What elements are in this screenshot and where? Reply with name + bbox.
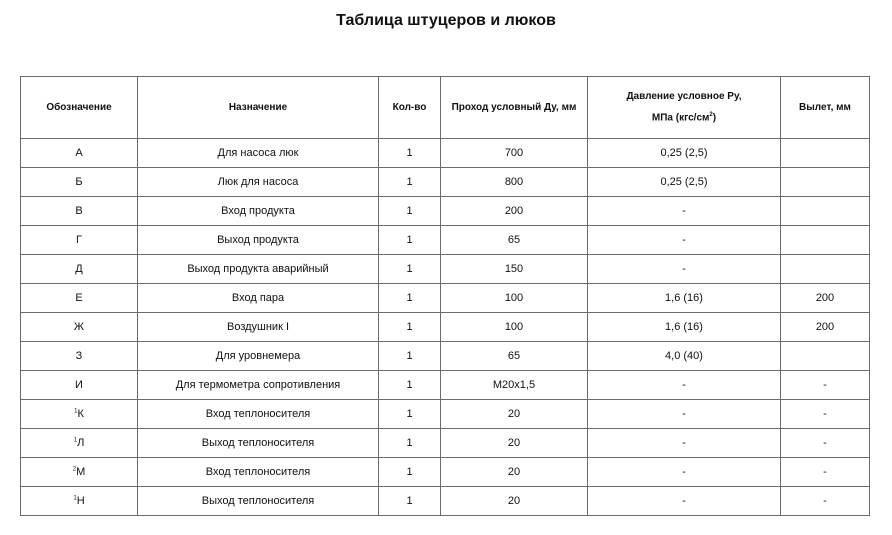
cell-dn: 700 [441, 139, 588, 168]
designation-letter: И [75, 379, 83, 391]
cell-designation [21, 284, 138, 313]
cell-purpose: Для уровнемера [138, 342, 379, 371]
page-title: Таблица штуцеров и люков [336, 12, 556, 29]
cell-qty: 1 [379, 197, 441, 226]
nozzle-table [20, 76, 870, 516]
table-row [21, 429, 870, 458]
designation-letter: В [75, 205, 83, 217]
cell-designation [21, 313, 138, 342]
cell-dn: 800 [441, 168, 588, 197]
cell-purpose: Выход теплоносителя [138, 429, 379, 458]
cell-dn: 20 [441, 487, 588, 516]
cell-outreach [781, 197, 870, 226]
cell-designation [21, 342, 138, 371]
cell-qty: 1 [379, 429, 441, 458]
cell-qty: 1 [379, 400, 441, 429]
cell-dn: 150 [441, 255, 588, 284]
cell-outreach: - [781, 429, 870, 458]
cell-purpose: Вход пара [138, 284, 379, 313]
cell-outreach: 200 [781, 313, 870, 342]
cell-outreach [781, 342, 870, 371]
cell-designation [21, 226, 138, 255]
footnote-marker: 1 [73, 437, 78, 444]
cell-pressure: - [588, 400, 781, 429]
cell-qty: 1 [379, 342, 441, 371]
cell-pressure: - [588, 371, 781, 400]
table-row [21, 168, 870, 197]
cell-qty: 1 [379, 139, 441, 168]
table-row [21, 313, 870, 342]
cell-dn: 65 [441, 342, 588, 371]
cell-pressure: - [588, 458, 781, 487]
header-pressure-line1: Давление условное Ру, [626, 91, 742, 103]
table-header-row [21, 77, 870, 139]
designation-letter: К [77, 408, 84, 420]
header-dn: Проход условный Ду, мм [441, 77, 588, 139]
cell-pressure: - [588, 197, 781, 226]
designation-letter: Л [77, 437, 85, 449]
cell-outreach: - [781, 400, 870, 429]
cell-outreach [781, 139, 870, 168]
table-row [21, 284, 870, 313]
cell-outreach: - [781, 371, 870, 400]
table-row [21, 226, 870, 255]
cell-dn: 20 [441, 458, 588, 487]
header-pressure-line2: МПа (кгс/см [651, 112, 710, 124]
cell-designation [21, 197, 138, 226]
cell-purpose: Выход продукта аварийный [138, 255, 379, 284]
header-qty: Кол-во [379, 77, 441, 139]
cell-pressure: 1,6 (16) [588, 313, 781, 342]
cell-qty: 1 [379, 255, 441, 284]
cell-pressure: 0,25 (2,5) [588, 139, 781, 168]
cell-outreach [781, 226, 870, 255]
table-row [21, 371, 870, 400]
cell-purpose: Вход теплоносителя [138, 458, 379, 487]
cell-qty: 1 [379, 458, 441, 487]
cell-pressure: 0,25 (2,5) [588, 168, 781, 197]
cell-pressure: - [588, 429, 781, 458]
header-purpose: Назначение [138, 77, 379, 139]
cell-pressure: 4,0 (40) [588, 342, 781, 371]
cell-designation [21, 458, 138, 487]
header-outreach: Вылет, мм [781, 77, 870, 139]
designation-letter: Н [76, 495, 85, 507]
cell-purpose: Вход продукта [138, 197, 379, 226]
designation-letter: Ж [73, 321, 85, 333]
cell-purpose: Для насоса люк [138, 139, 379, 168]
cell-pressure: - [588, 255, 781, 284]
header-pressure-sup: 2 [709, 112, 713, 119]
table-row [21, 400, 870, 429]
table-row [21, 487, 870, 516]
cell-purpose: Люк для насоса [138, 168, 379, 197]
cell-designation [21, 429, 138, 458]
cell-purpose: Воздушник I [138, 313, 379, 342]
cell-dn: 20 [441, 429, 588, 458]
footnote-marker: 1 [73, 495, 77, 502]
table-row [21, 342, 870, 371]
table-row [21, 255, 870, 284]
cell-dn: 100 [441, 284, 588, 313]
cell-designation [21, 168, 138, 197]
cell-outreach: - [781, 487, 870, 516]
cell-purpose: Для термометра сопротивления [138, 371, 379, 400]
cell-purpose: Вход теплоносителя [138, 400, 379, 429]
designation-letter: Г [76, 234, 82, 246]
cell-dn: 100 [441, 313, 588, 342]
cell-dn: 20 [441, 400, 588, 429]
table-row [21, 458, 870, 487]
cell-dn: 65 [441, 226, 588, 255]
designation-letter: Е [75, 292, 83, 304]
table-row [21, 197, 870, 226]
designation-letter: З [75, 350, 83, 362]
cell-dn: 200 [441, 197, 588, 226]
cell-qty: 1 [379, 487, 441, 516]
header-pressure [588, 77, 781, 139]
cell-qty: 1 [379, 284, 441, 313]
footnote-marker: 1 [74, 408, 78, 415]
footnote-marker: 2 [72, 466, 77, 473]
designation-letter: Д [75, 263, 83, 275]
cell-outreach [781, 255, 870, 284]
cell-outreach: 200 [781, 284, 870, 313]
cell-dn: М20х1,5 [441, 371, 588, 400]
cell-purpose: Выход продукта [138, 226, 379, 255]
cell-designation [21, 400, 138, 429]
cell-designation [21, 487, 138, 516]
cell-qty: 1 [379, 226, 441, 255]
cell-pressure: - [588, 226, 781, 255]
cell-designation [21, 139, 138, 168]
cell-qty: 1 [379, 168, 441, 197]
designation-letter: А [75, 147, 83, 159]
cell-qty: 1 [379, 371, 441, 400]
cell-outreach: - [781, 458, 870, 487]
designation-letter: Б [75, 176, 83, 188]
cell-outreach [781, 168, 870, 197]
cell-qty: 1 [379, 313, 441, 342]
header-pressure-close: ) [712, 112, 717, 124]
cell-pressure: 1,6 (16) [588, 284, 781, 313]
cell-pressure: - [588, 487, 781, 516]
cell-designation [21, 371, 138, 400]
header-designation: Обозначение [21, 77, 138, 139]
cell-purpose: Выход теплоносителя [138, 487, 379, 516]
cell-designation [21, 255, 138, 284]
designation-letter: М [76, 466, 86, 478]
table-row [21, 139, 870, 168]
